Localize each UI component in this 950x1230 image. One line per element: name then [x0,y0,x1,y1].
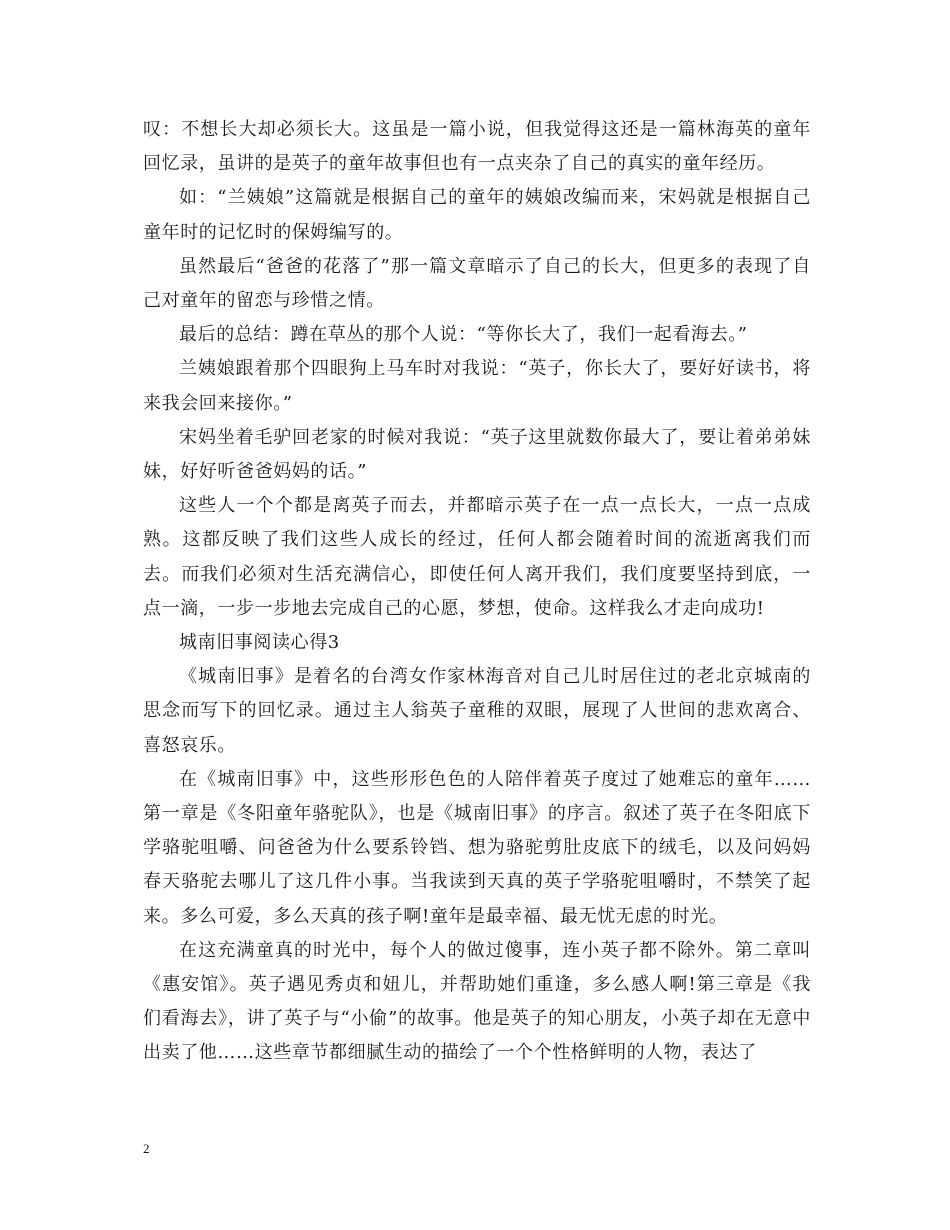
paragraph: 在《城南旧事》中，这些形形色色的人陪伴着英子度过了她难忘的童年……第一章是《冬阳童年骆驼队》，也是《城南旧事》的序言。叙述了英子在冬阳底下学骆驼咀嚼、问爸爸为什么要系铃铛、想为骆驼剪肚皮底下的绒毛，以及问妈妈春天骆驼去哪儿了这几件小事。当我读到天真的英子学骆驼咀嚼时，不禁笑了起来。多么可爱，多么天真的孩子啊!童年是最幸福、最无忧无虑的时光。 [143,768,811,927]
paragraph: 如：“兰姨娘”这篇就是根据自己的童年的姨娘改编而来，宋妈就是根据自己童年时的记忆时的保姆编写的。 [143,187,811,243]
paragraph: 叹：不想长大却必须长大。这虽是一篇小说，但我觉得这还是一篇林海英的童年回忆录，虽讲的是英子的童年故事但也有一点夹杂了自己的真实的童年经历。 [143,119,811,175]
paragraph: 兰姨娘跟着那个四眼狗上马车时对我说：“英子，你长大了，要好好读书，将来我会回来接你。” [143,358,811,414]
paragraph: 在这充满童真的时光中，每个人的做过傻事，连小英子都不除外。第二章叫《惠安馆》。英子遇见秀贞和妞儿，并帮助她们重逢，多么感人啊!第三章是《我们看海去》，讲了英子与“小偷”的故事。他是英子的知心朋友，小英子却在无意中出卖了他……这些章节都细腻生动的描绘了一个个性格鲜明的人物，表达了 [143,939,811,1064]
paragraph: 最后的总结：蹲在草丛的那个人说：“等你长大了，我们一起看海去。” [179,324,748,346]
section-heading: 城南旧事阅读心得3 [179,632,340,654]
paragraph: 宋妈坐着毛驴回老家的时候对我说：“英子这里就数你最大了，要让着弟弟妹妹，好好听爸爸妈妈的话。” [143,426,811,483]
paragraph: 这些人一个个都是离英子而去，并都暗示英子在一点一点长大，一点一点成熟。这都反映了我们这些人成长的经过，任何人都会随着时间的流逝离我们而去。而我们必须对生活充满信心，即使任何人离开我们，我们度要坚持到底，一点一滴，一步一步地去完成自己的心愿，梦想，使命。这样我么才走向成功! [143,495,811,619]
paragraph: 虽然最后“爸爸的花落了”那一篇文章暗示了自己的长大，但更多的表现了自己对童年的留恋与珍惜之情。 [143,255,811,312]
document-body [143,113,811,1071]
paragraph: 《城南旧事》是着名的台湾女作家林海音对自己儿时居住过的老北京城南的思念而写下的回忆录。通过主人翁英子童稚的双眼，展现了人世间的悲欢离合、喜怒哀乐。 [143,666,811,756]
page-number: 2 [143,1141,150,1156]
